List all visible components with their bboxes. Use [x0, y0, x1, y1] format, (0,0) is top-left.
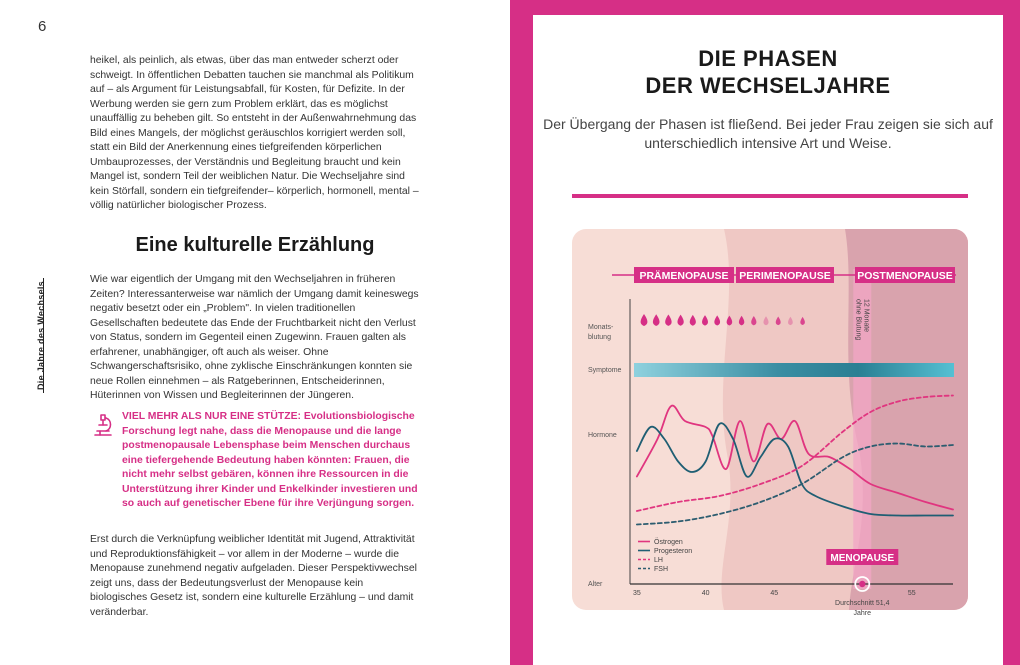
card-divider: [572, 194, 968, 198]
symptoms-bar: [634, 363, 954, 377]
legend-label: Östrogen: [654, 539, 683, 546]
right-page: [510, 0, 1020, 665]
body-paragraph-3: Erst durch die Verknüpfung weiblicher Identität mit Jugend, Attraktivität und Reproduktionsfähigkeit – vor allem in der Moderne – wurde die Menopause zunehmend negativ aufgeladen. Dieser Perspektivwechsel zeigt uns, dass der Bedeutungsverlust der Menopause kein biologisches Gesetz ist, sondern eine kulturelle Erzählung – und damit veränderbar.: [90, 534, 417, 618]
info-card: [533, 15, 1003, 665]
microscope-icon: [92, 412, 114, 438]
average-marker-dot: [859, 581, 865, 587]
x-tick-label: 45: [770, 590, 779, 597]
row-label-bleeding-2: blutung: [588, 334, 611, 341]
average-label-1: Durchschnitt 51,4: [835, 600, 890, 607]
phases-chart-svg: [572, 229, 968, 617]
phase-label-1: PRÄMENOPAUSE: [639, 270, 729, 282]
callout-text: VIEL MEHR ALS NUR EINE STÜTZE: Evolutionsbiologische Forschung legt nahe, dass die Menopause und die lange postmenopausale Lebensphase beim Menschen durchaus eine tiefergehende Bedeutung haben könnten: Frauen, die nicht mehr selbst gebären, können ihre Ressourcen in die Unterstützung ihrer Kinder und Enkelkinder investieren und so auch auf genetischer Ebene für ihre Verjüngung sorgen.: [122, 411, 418, 509]
x-tick-label: 40: [701, 590, 710, 597]
phase-label-3: POSTMENOPAUSE: [857, 270, 953, 282]
card-title: [533, 45, 1003, 99]
row-label-hormones: Hormone: [588, 432, 617, 439]
legend-label: LH: [654, 557, 663, 564]
row-label-symptoms: Symptome: [588, 367, 622, 374]
x-tick-label: 35: [632, 590, 641, 597]
row-label-bleeding-1: Monats-: [588, 324, 614, 331]
chart-background: [572, 229, 968, 610]
page-number: 6: [38, 18, 47, 35]
bleeding-note-line-1: 12 Monate: [862, 299, 870, 333]
body-paragraph-1: heikel, als peinlich, als etwas, über das man entweder scherzt oder schweigt. In öffentlichen Debatten tauchen sie manchmal als Politikum auf – als Argument für Leistungsabfall, für Kosten, für Defizite. In der Werbung werden sie gern zum Problem erklärt, das es möglichst unauffällig zu beheben gilt. So entsteht in der Außenwahrnehmung das Bild eines Mangels, der möglichst geräuschlos korrigiert werden soll, statt ein Bild der Anerkennung eines tiefgreifenden körperlichen Umbauprozesses, der Verständnis und Begleitung braucht und kein Mangel ist, sondern Teil der weiblichen Natur. Die Wechseljahre sind kein Störfall, sondern ein tiefgreifender– körperlich, hormonell, mental – völlig natürlicher biologischer Prozess.: [90, 55, 419, 211]
legend-label: Progesteron: [654, 548, 693, 555]
side-label: Die Jahre des Wechsels: [36, 281, 46, 390]
bleeding-note-line-2: ohne Blutung: [854, 299, 862, 341]
card-intro: Der Übergang der Phasen ist fließend. Bei jeder Frau zeigen sie sich auf unterschiedlich intensive Art und Weise.: [543, 116, 993, 151]
body-paragraph-2: Wie war eigentlich der Umgang mit den Wechseljahren in früheren Zeiten? Interessanterweise war nämlich der Umgang damit keineswegs negativ besetzt oder ein „Problem". In vielen traditionellen Gesellschaften bedeutete das Ende der Fruchtbarkeit nicht den Verlust von Status, sondern im Gegenteil einen Zugewinn. Frauen galten als erfahrener, unabhängiger, oft auch als weiser. Ohne Schwangerschaftsrisiko, ohne zyklische Einschränkungen konnten sie neue Rollen einnehmen – als Ratgeberinnen, Entscheiderinnen, Hüterinnen von Wissen und Begleiterinnen der Jüngeren.: [90, 274, 419, 401]
phase-label-2: PERIMENOPAUSE: [739, 270, 831, 282]
menopause-label: MENOPAUSE: [830, 553, 895, 564]
average-label-2: Jahre: [853, 610, 872, 617]
section-heading: Eine kulturelle Erzählung: [135, 234, 375, 256]
legend-label: FSH: [654, 566, 668, 573]
x-tick-label: 55: [907, 590, 916, 597]
row-label-age: Alter: [588, 581, 603, 588]
phases-chart: [572, 229, 968, 617]
card-title-line-2: DER WECHSELJAHRE: [645, 73, 891, 98]
card-title-line-1: DIE PHASEN: [698, 46, 838, 71]
